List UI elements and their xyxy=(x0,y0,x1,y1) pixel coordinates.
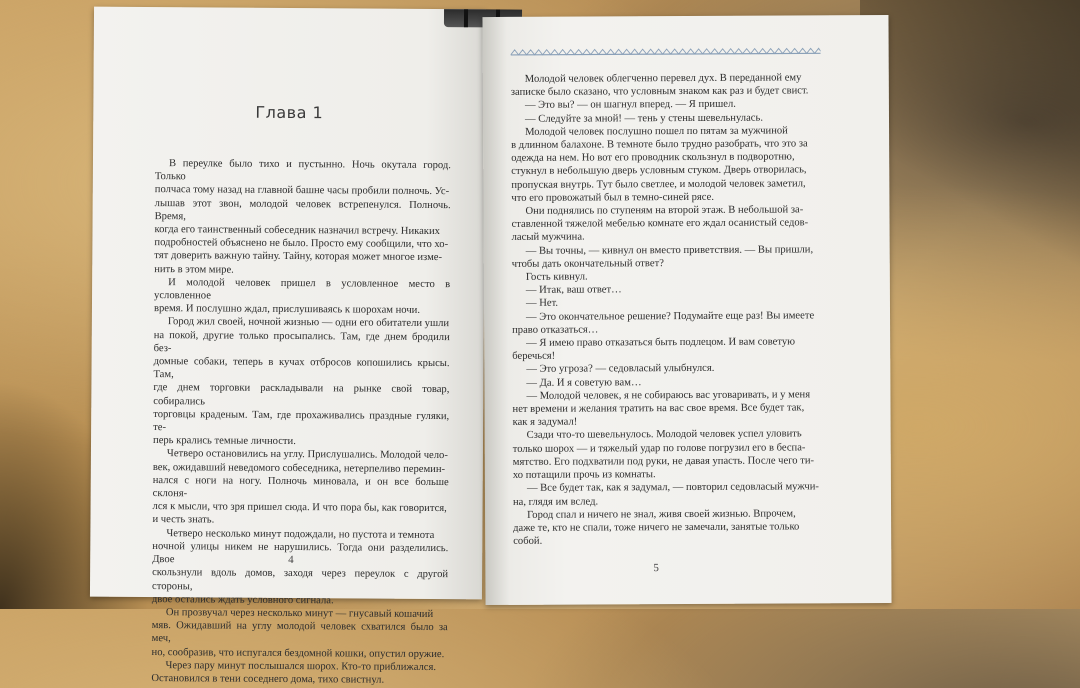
text-line: перь крались темные личности. xyxy=(152,435,296,448)
text-line: Сзади что-то шевельнулось. Молодой человек успел уловить xyxy=(526,428,802,442)
text-line: скользнули вдоль домов, заходя через переулок с другой стороны, xyxy=(151,567,449,592)
text-line: двое остались ждать условного сигнала. xyxy=(151,593,334,607)
text-line: — Это вы? — он шагнул вперед. — Я пришел. xyxy=(524,99,736,112)
text-line: Четверо несколько минут подождали, но пустота и темнота xyxy=(166,527,435,541)
text-line: мяв. Ожидавший на углу молодой человек схватился было за меч, xyxy=(151,620,448,645)
text-line: пропуская внутрь. Тут было светлее, и молодой человек заметил, xyxy=(511,178,806,191)
text-line: мятство. Его подхватили под руки, не давая упасть. После чего ти- xyxy=(512,455,815,468)
text-line: даже те, кто не спали, тоже ничего не замечали, занятые только xyxy=(513,521,800,534)
text-line: как я задумал! xyxy=(512,416,578,429)
text-line: лышав этот звон, молодой человек встрепенулся. Полночь. Время, xyxy=(154,197,451,223)
text-line: — Да. И я советую вам… xyxy=(526,376,642,389)
left-page xyxy=(90,7,486,686)
text-line: тят доверить важную тайну. Тайну, которая может многое изме- xyxy=(154,250,443,264)
text-line: — Это угроза? — седовласый улыбнулся. xyxy=(526,363,715,376)
text-line: чтобы дать окончательный ответ? xyxy=(511,257,664,270)
ornament-border xyxy=(511,45,821,57)
text-line: на покой, другие только просыпались. Там, где днем бродили без- xyxy=(153,329,450,355)
page-number: 4 xyxy=(288,554,294,567)
left-page-text xyxy=(151,157,451,687)
text-line: домные собаки, теперь в кучах отбросов копошились крысы. Там, xyxy=(153,356,450,381)
text-line: В переулке было тихо и пустынно. Ночь окутала город. Только xyxy=(154,158,452,183)
text-line: записке было сказано, что условным знаком как раз и будет свист. xyxy=(510,85,809,99)
text-line: торговцы краденым. Там, где прохаживались праздные гуляки, те- xyxy=(153,408,450,434)
text-line: Молодой человек послушно пошел по пятам за мужчиной xyxy=(525,125,788,138)
text-line: Молодой человек облегченно перевел дух. В переданной ему xyxy=(524,72,802,85)
text-line: Четверо остановились на углу. Прислушались. Молодой чело- xyxy=(166,448,448,462)
text-line: Город жил своей, ночной жизнью — одни его обитатели ушли xyxy=(167,316,450,330)
text-line: подробностей объяснено не было. Просто ему сообщили, что хо- xyxy=(154,237,449,251)
text-line: — Я имею право отказаться быть подлецом. И вам советую xyxy=(526,336,796,349)
text-line: и честь знать. xyxy=(152,514,215,526)
text-line: век, ожидавший неведомого собеседника, нетерпеливо перемин- xyxy=(152,461,446,475)
text-line: Город спал и ничего не знал, живя своей жизнью. Впрочем, xyxy=(527,508,796,521)
text-line: нить в этом мире. xyxy=(154,263,234,276)
text-line: лся к мысли, что зря пришел сюда. И что пора бы, как говорится, xyxy=(152,501,447,515)
text-line: Через пару минут послышался шорох. Кто-то приближался. xyxy=(165,659,437,673)
chapter-title: Глава 1 xyxy=(255,102,324,123)
right-page xyxy=(482,15,891,605)
text-line: — Все будет так, как я задумал, — повторил седовласый мужчи- xyxy=(526,481,819,495)
text-line: ночной улицы никем не нарушились. Тогда они разделились. Двое xyxy=(152,540,449,566)
text-line: — Это окончательное решение? Подумайте еще раз! Вы имеете xyxy=(526,309,815,323)
text-line: полчаса тому назад на главной башне часы пробили полночь. Ус- xyxy=(154,184,450,198)
text-line: — Молодой человек, я не собираюсь вас уговаривать, и у меня xyxy=(526,389,811,402)
text-line: но, сообразив, что испугался бездомной кошки, опустил оружие. xyxy=(151,646,445,660)
text-line: право отказаться… xyxy=(512,324,599,336)
text-line: время. И послушно ждал, прислушиваясь к шорохам ночи. xyxy=(153,303,421,317)
text-line: И молодой человек пришел в условленное место в условленное xyxy=(154,276,451,302)
text-line: — Вы точны, — кивнул он вместо приветствия. — Вы пришли, xyxy=(525,243,814,257)
text-line: в длинном балахоне. В темноте было трудно разобрать, что это за xyxy=(511,138,808,151)
text-line: Остановился в тени соседнего дома, тихо свистнул. xyxy=(151,672,385,686)
page-number: 5 xyxy=(653,562,659,575)
text-line: только шорох — и тяжелый удар по голове погрузил его в беспа- xyxy=(512,442,806,455)
text-line: — Итак, ваш ответ… xyxy=(525,284,622,297)
text-line: — Нет. xyxy=(525,298,559,310)
text-line: Они поднялись по ступеням на второй этаж. В небольшой за- xyxy=(525,204,804,217)
text-line: что его провожатый был в темно-синей рясе. xyxy=(511,191,715,204)
text-line: — Следуйте за мной! — тень у стены шевельнулась. xyxy=(524,112,764,125)
text-line: Гость кивнул. xyxy=(525,271,588,283)
text-line: ставленной тяжелой мебелью комнате его ждал осанистый седов- xyxy=(511,217,809,231)
text-line: на, глядя им вслед. xyxy=(512,495,599,508)
text-line: Он прозвучал через несколько минут — гнусавый кошачий xyxy=(165,607,434,620)
text-line: где днем торговки раскладывали на рынке свой товар, собирались xyxy=(153,382,450,408)
text-line: беречься! xyxy=(512,350,556,363)
text-line: ласый мужчина. xyxy=(511,231,585,244)
text-line: нет времени и желания тратить на вас свое время. Все будет так, xyxy=(512,402,805,415)
text-line: хо потащили прочь из комнаты. xyxy=(512,469,656,482)
text-line: стукнул в небольшую дверь условным стуком. Дверь отворилась, xyxy=(511,164,807,178)
text-line: нался с ноги на ногу. Полночь миновала, и он все больше склоня- xyxy=(152,474,449,500)
text-line: одежда на нем. Но вот его проводник скользнул в подворотню, xyxy=(511,151,795,165)
text-line: когда его таинственный собеседник назначил встречу. Никаких xyxy=(154,224,440,238)
corner-shadow xyxy=(860,0,1080,320)
text-line: собой. xyxy=(513,535,543,548)
right-page-text xyxy=(511,71,819,548)
